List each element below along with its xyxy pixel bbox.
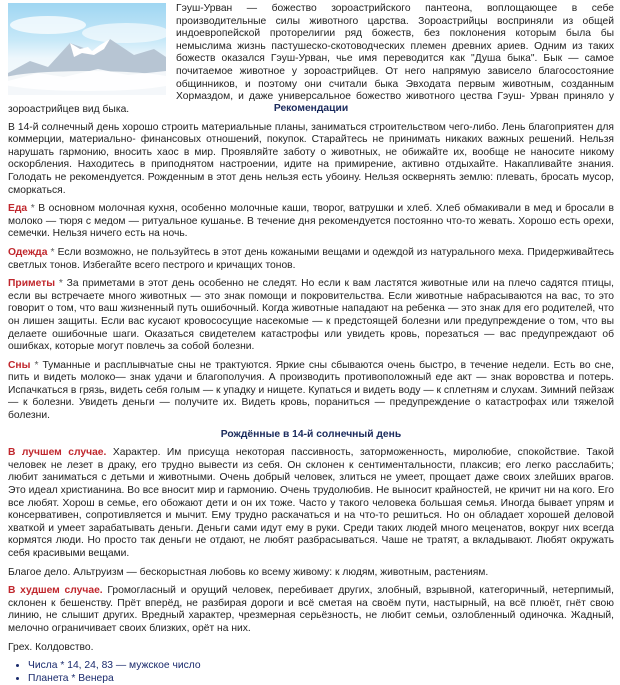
- fact-numbers: • Числа * 14, 24, 83 — мужское число: [28, 660, 614, 673]
- born-title: Рождённые в 14-й солнечный день: [220, 428, 402, 440]
- clothing-separator: *: [47, 246, 58, 258]
- food-text: В основном молочная кухня, особенно молочные каши, творог, ватрушки и хлеб. Хлеб обмакивали в мед и бросали в молоко — тюря с медом — ритуальное кушанье. В течение дня рекомендуется постоянно что-то жевать. Хорошо есть орехи, семечки. Нельзя ничего есть на ночь.: [8, 203, 614, 240]
- mountain-icon: [8, 3, 166, 95]
- facts-list: [8, 660, 614, 685]
- dreams-section: [8, 360, 614, 423]
- food-label: Еда: [8, 203, 28, 215]
- worst-case-label: В худшем случае.: [8, 585, 103, 597]
- worst-case-section: [8, 585, 614, 635]
- omens-separator: *: [55, 278, 67, 290]
- intro-text: Гэуш-Урван — божество зороастрийского пантеона, воплощающее в себе производительные силы животного царства. Зороастрийцы восприняли из общей индоевропейской протор​елигии ряд божеств, без поклонения которым была бы немыслима жизнь пастушеско-скотоводческих племен древних ариев. Одним из таких божеств оказался Гэуш-Урван, чье имя переводится как "Душа быка". Бык — самое почитаемое животное у зороастрийцев. От него напрямую зависело благосостояние общинников, и поэтому они считали быка Эвходата первым животным, созданным Хормаздом, и даже универсальное божество животного цества Гэуш- Урван приняло у зороастрийцев вид быка.: [8, 3, 614, 115]
- dreams-text: Туманные и расплывчатые сны не трактуются. Яркие сны сбываются очень быстро, в течение недели. Есть во сне, пить и видеть молоко— знак удачи и благополучия. А производить противоположный еде акт — знак воровства и потерь. Испачкаться в грязь, видеть себя голым — к упадку и нищете. Купаться и видеть воду — к сплетням и слухам. Зимний пейзаж — к болезни. Увидеть деньги — получите их. Видеть кровь, пораниться — предупреждение о катастрофах или тяжелой болезни.: [8, 359, 614, 422]
- dreams-separator: *: [30, 359, 43, 371]
- clothing-text: Если возможно, не пользуйтесь в этот день кожаными вещами и одеждой из натурального меха. Придерживайтесь светлых тонов. Избегайте всего пестрого и крича​щих тонов.: [8, 246, 614, 271]
- best-case-text: Характер. Им присуща некоторая пассивность, заторможенность, миролюбие, спокойствие. Такой человек не лезет в драку, его трудно вывести из себя. Он склонен к сентиментальности, плаксив; его легко расслабить; любит заниматься с детьми и животными. Очень добрый человек, злиться не умеет, прощает даже своих злейших врагов. Это идеал христианина. Во все вносит мир и гармонию. Очень трудолюбив. Не выносит крайностей, не кричит ни на кого. Его все любят. Хорош в семье, его обожают дети и он их тоже. Часто у такого человека большая семья. Иногда бывает упрям и консервативен, сопротивляется и мычит. Ему трудно раскачаться и на что-то решиться. Но он обладает хорошей деловой хваткой и умеет зарабатывать деньги. Деньги сами идут ему в руки. Среди таких людей много меценатов, вокруг них всегда кормятся люди. Но просто так деньги не отдают, не любят разбрасываться. Чаше не тратят, а вкладывают. Любят окружать себя красивыми вещами.: [8, 447, 614, 559]
- food-separator: *: [27, 203, 39, 215]
- omens-text: За приметами в этот день особенно не следят. Но если к вам ластятся животные или на плечо садятся птицы, если вы встречаете много животных — это знак помощи и покровительства. Если животные набрасываются на вас, то это говорит о том, что ваш жизненный путь ошибочный. Когда животные нападают на ребенка — это знак для его родителей, что он лишен защиты. Если вас кусают кровососущие насекомые — к предстоящей болезни или предупреждение о том, что вы делаете ошибочные шаги. Оказаться свидетелем катастрофы или увидеть кровь, порезаться — вас предупреждают об ошибках, которые могут повлечь за собой болезни.: [8, 278, 614, 353]
- fact-planet: • Планета * Венера: [28, 673, 614, 685]
- omens-section: [8, 278, 614, 354]
- omens-label: Приметы: [8, 278, 56, 290]
- best-case-section: [8, 447, 614, 560]
- worst-case-text: Громогласный и орущий человек, перебивает других, злобный, взрывной, категоричный, нетерпимый, склонен к бешенству. Прёт вперёд, не разбирая дороги и всё сметая на своём пути, настырный, на всё плюёт, гнёт свою линию, не слышит других. Вредный характер, чрезмерная серьёзность, не любит семьи, озлобленный одиночка. Жадный, мелочно ограничивает своих близких, орёт на них.: [8, 585, 614, 634]
- dreams-label: Сны: [8, 359, 31, 371]
- mountain-clouds-picture: [8, 3, 166, 95]
- worst-case-sin: Грех. Колдовство.: [8, 641, 94, 653]
- food-section: [8, 203, 614, 241]
- clothing-label: Одежда: [8, 246, 48, 258]
- best-case-virtue: Благое дело. Альтруизм — бескорыстная любовь ко всему живому: к людям, животным, растениям.: [8, 566, 489, 578]
- clothing-section: [8, 247, 614, 272]
- recommendations-text: В 14-й солнечный день хорошо строить материальные планы, заниматься строительством чего-либо. Лень благоприятен для коммерции, материально- финансовых отношений, покупок. Старайтесь не принимать никаких важных решений. Нельзя нарушать гармонию, вносить хаос в мир. Проявляйте заботу о животных, не обижайте их, вообще не наносите никому оскорбления. Находитесь в приподнятом настроении, идите на примирение, активно отдыхайте. Накапливайте знания. Голодать не рекомендуется. Рожденным в этот день нельзя есть убоину. Нельзя осквернять землю: плевать, бросать мусор, сморкаться.: [8, 121, 614, 196]
- best-case-label: В лучшем случае.: [8, 447, 107, 459]
- recommendations-title: Рекомендации: [273, 103, 349, 114]
